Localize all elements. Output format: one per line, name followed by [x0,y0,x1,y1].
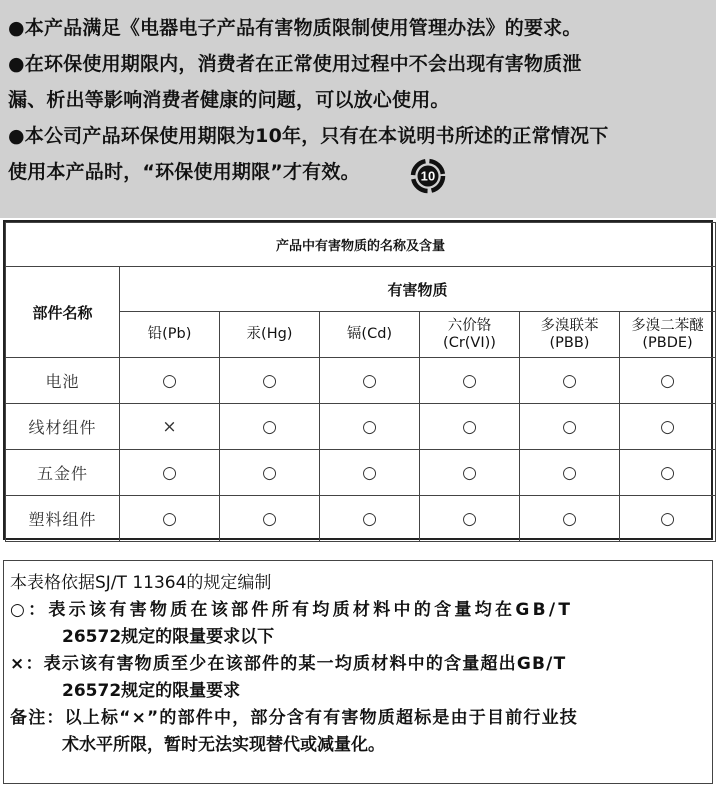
cell-mark: ○ [220,450,320,496]
hazardous-substance-table [3,220,713,540]
cell-mark: ○ [620,496,716,542]
row-name: 塑料组件 [6,496,120,542]
intro-line-2: ●在环保使用期限内，消费者在正常使用过程中不会出现有害物质泄 [8,53,582,75]
cell-mark: ○ [620,450,716,496]
cell-mark: ○ [420,358,520,404]
environmental-protection-period-logo-icon [410,158,446,194]
table-caption: 产品中有害物质的名称及含量 [6,223,716,267]
table-row [6,496,716,542]
intro-line-3: 漏、析出等影响消费者健康的问题，可以放心使用。 [8,89,450,111]
cell-mark: ○ [320,404,420,450]
cell-mark: ○ [320,450,420,496]
cell-mark: × [120,404,220,450]
row-name: 电池 [6,358,120,404]
column-header-pbde: 多溴二苯醚 (PBDE) [620,312,716,358]
cell-mark: ○ [220,358,320,404]
remark-line-1: 备注：以上标“×”的部件中，部分含有有害物质超标是由于目前行业技 [10,708,578,728]
cell-mark: ○ [420,450,520,496]
row-name: 线材组件 [6,404,120,450]
cell-mark: ○ [620,358,716,404]
cell-mark: ○ [520,404,620,450]
cell-mark: ○ [320,496,420,542]
cross-legend-line-1: ×：表示该有害物质至少在该部件的某一均质材料中的含量超出GB/T [10,654,567,674]
table-row [6,404,716,450]
intro-line-4: ●本公司产品环保使用期限为10年，只有在本说明书所述的正常情况下 [8,125,609,147]
cell-mark: ○ [620,404,716,450]
cell-mark: ○ [320,358,420,404]
cell-mark: ○ [120,358,220,404]
cell-mark: ○ [220,496,320,542]
cross-legend-line-2: 26572规定的限量要求 [62,681,241,701]
cell-mark: ○ [120,496,220,542]
column-header-pbb: 多溴联苯 (PBB) [520,312,620,358]
circle-legend-line-1: ○：表示该有害物质在该部件所有均质材料中的含量均在GB/T [10,600,574,620]
column-header-chromium: 六价铬 (Cr(VI)) [420,312,520,358]
remark-line-2: 术水平所限，暂时无法实现替代或减量化。 [62,735,385,755]
intro-line-5-text: 使用本产品时，“环保使用期限”才有效。 [8,161,360,183]
cell-mark: ○ [220,404,320,450]
part-name-header: 部件名称 [6,267,120,358]
column-header-cadmium: 镉(Cd) [320,312,420,358]
cell-mark: ○ [120,450,220,496]
notes-section [3,560,713,784]
logo-number: 10 [420,168,436,183]
column-header-lead: 铅(Pb) [120,312,220,358]
table-row [6,358,716,404]
column-header-mercury: 汞(Hg) [220,312,320,358]
intro-line-1: ●本产品满足《电器电子产品有害物质限制使用管理办法》的要求。 [8,17,582,39]
cell-mark: ○ [420,496,520,542]
intro-section [0,0,716,218]
cell-mark: ○ [520,450,620,496]
standard-basis-note: 本表格依据SJ/T 11364的规定编制 [10,573,272,593]
row-name: 五金件 [6,450,120,496]
cell-mark: ○ [520,358,620,404]
intro-line-5 [8,154,716,191]
cell-mark: ○ [420,404,520,450]
circle-legend-line-2: 26572规定的限量要求以下 [62,627,275,647]
cell-mark: ○ [520,496,620,542]
substance-header: 有害物质 [120,267,716,312]
table-row [6,450,716,496]
